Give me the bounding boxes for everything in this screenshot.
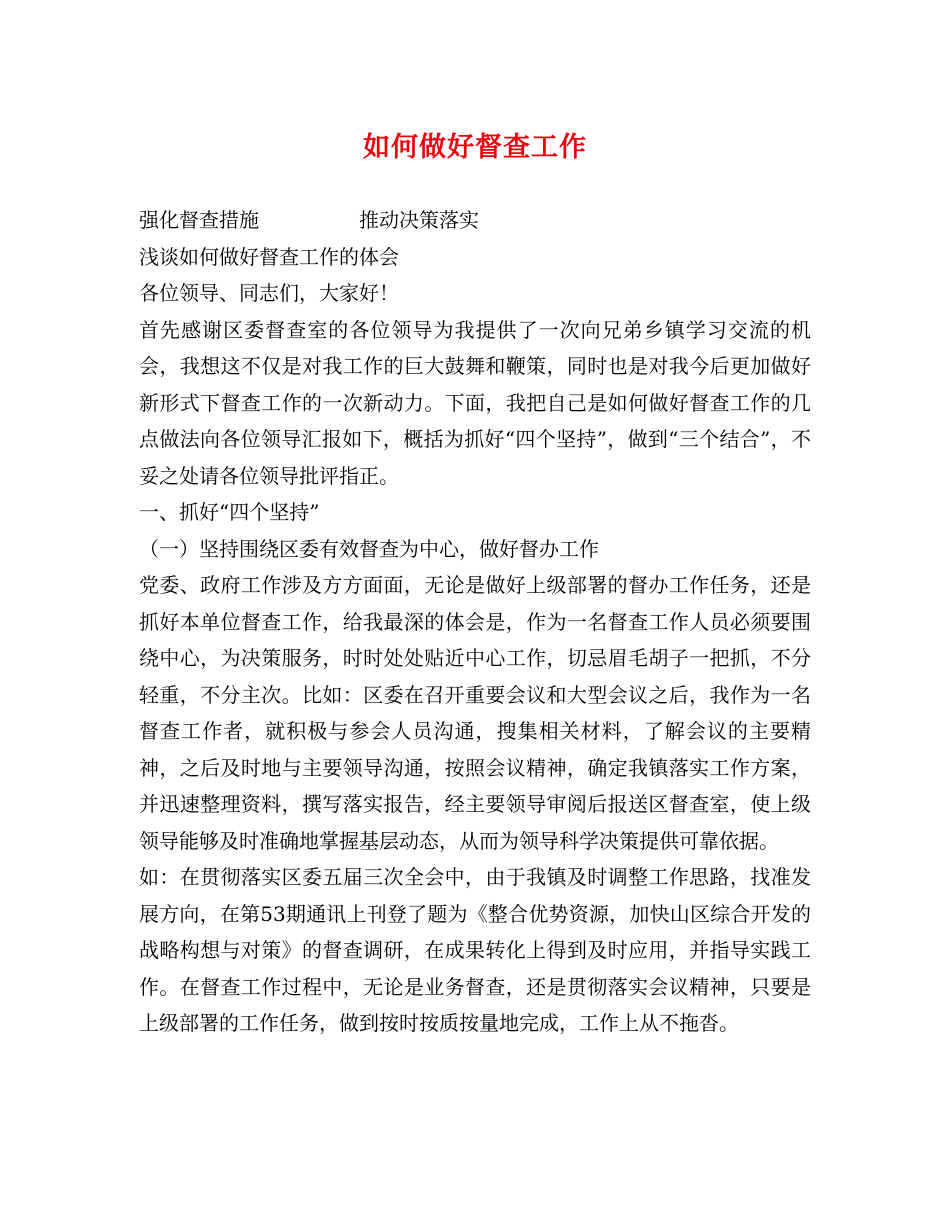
document-title: 如何做好督查工作 [363, 132, 587, 163]
subtitle-line [139, 202, 811, 239]
paragraph-body: 党委、政府工作涉及方方面面，无论是做好上级部署的督办工作任务，还是抓好本单位督查工作，给我最深的体会是，作为一名督查工作人员必须要围绕中心，为决策服务，时时处处贴近中心工作，切忌眉毛胡子一把抓，不分轻重，不分主次。比如：区委在召开重要会议和大型会议之后，我作为一名督查工作者，就积极与参会人员沟通，搜集相关材料，了解会议的主要精神，之后及时地与主要领导沟通，按照会议精神，确定我镇落实工作方案，并迅速整理资料，撰写落实报告，经主要领导审阅后报送区督查室，使上级领导能够及时准确地掌握基层动态，从而为领导科学决策提供可靠依据。 [139, 573, 811, 853]
paragraph-example: 如：在贯彻落实区委五届三次全会中，由于我镇及时调整工作思路，找准发展方向，在第53期通讯上刊登了题为《整合优势资源，加快山区综合开发的战略构想与对策》的督查调研，在成果转化上得到及时应用，并指导实践工作。在督查工作过程中，无论是业务督查，还是贯彻落实会议精神，只要是上级部署的工作任务，做到按时按质按量地完成，工作上从不拖沓。 [139, 865, 811, 1035]
subtitle-right: 推动决策落实 [359, 208, 479, 232]
paragraph-intro: 首先感谢区委督查室的各位领导为我提供了一次向兄弟乡镇学习交流的机会，我想这不仅是对我工作的巨大鼓舞和鞭策，同时也是对我今后更加做好新形式下督查工作的一次新动力。下面，我把自己是如何做好督查工作的几点做法向各位领导汇报如下，概括为抓好“四个坚持”，做到“三个结合”，不妥之处请各位领导批评指正。 [139, 317, 811, 488]
subtitle-left: 强化督查措施 [139, 208, 259, 232]
paragraph-greeting: 各位领导、同志们，大家好！ [139, 281, 399, 305]
document-body [139, 202, 811, 1042]
paragraph-topic: 浅谈如何做好督查工作的体会 [139, 244, 399, 269]
section-heading: 一、抓好“四个坚持” [139, 500, 320, 524]
subsection-heading: （一）坚持围绕区委有效督查为中心，做好督办工作 [139, 536, 599, 561]
